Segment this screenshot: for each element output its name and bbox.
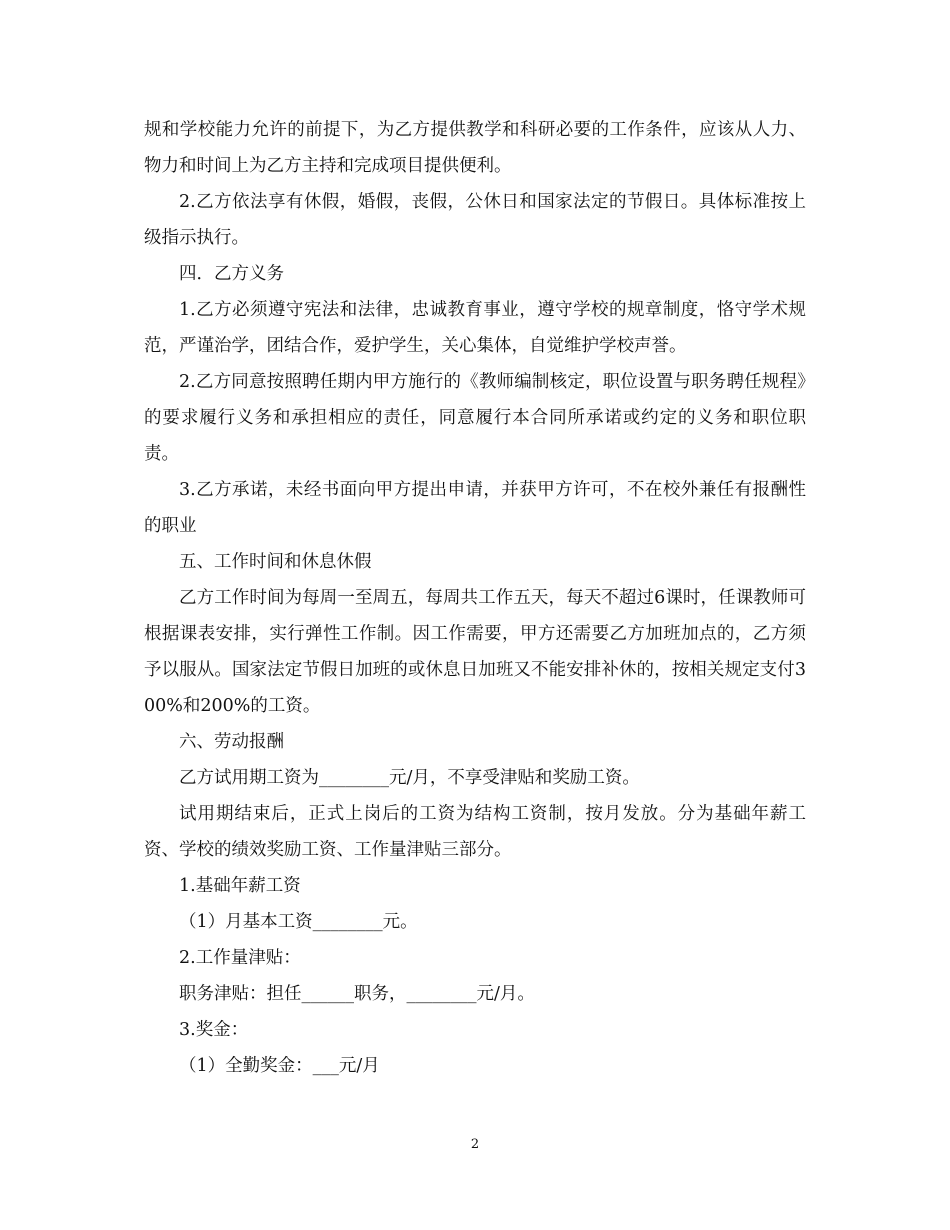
page-number: 2	[470, 1137, 480, 1152]
paragraph-leave-rights: 2.乙方依法享有休假，婚假，丧假，公休日和国家法定的节假日。具体标准按上级指示执行。	[144, 192, 806, 248]
item-attendance-bonus: （1）全勤奖金：___元/月	[179, 1056, 380, 1076]
section-heading-party-b-duties: 四．乙方义务	[179, 264, 284, 284]
item-bonus: 3.奖金：	[179, 1020, 249, 1040]
document-body	[144, 112, 806, 1084]
paragraph-working-conditions: 规和学校能力允许的前提下，为乙方提供教学和科研必要的工作条件，应该从人力、物力和时间上为乙方主持和完成项目提供便利。	[144, 120, 806, 176]
paragraph-working-hours: 乙方工作时间为每周一至周五，每周共工作五天，每天不超过6课时，任课教师可根据课表安排，实行弹性工作制。因工作需要，甲方还需要乙方加班加点的，乙方须予以服从。国家法定节假日加班的或休息日加班又不能安排补休的，按相关规定支付300%和200%的工资。	[144, 588, 806, 716]
paragraph-duty-3: 3.乙方承诺，未经书面向甲方提出申请，并获甲方许可，不在校外兼任有报酬性的职业	[144, 480, 806, 536]
paragraph-probation-salary: 乙方试用期工资为________元/月，不享受津贴和奖励工资。	[179, 768, 640, 788]
item-workload-allowance: 2.工作量津贴：	[179, 948, 301, 968]
item-monthly-base-pay: （1）月基本工资________元。	[179, 912, 418, 932]
paragraph-duty-2: 2.乙方同意按照聘任期内甲方施行的《教师编制核定，职位设置与职务聘任规程》的要求履行义务和承担相应的责任，同意履行本合同所承诺或约定的义务和职位职责。	[144, 372, 806, 464]
paragraph-salary-structure: 试用期结束后，正式上岗后的工资为结构工资制，按月发放。分为基础年薪工资、学校的绩效奖励工资、工作量津贴三部分。	[144, 804, 806, 860]
item-base-salary: 1.基础年薪工资	[179, 876, 301, 896]
section-heading-working-hours: 五、工作时间和休息休假	[179, 552, 372, 572]
paragraph-duty-1: 1.乙方必须遵守宪法和法律，忠诚教育事业，遵守学校的规章制度，恪守学术规范，严谨治学，团结合作，爱护学生，关心集体，自觉维护学校声誉。	[144, 300, 806, 356]
section-heading-remuneration: 六、劳动报酬	[179, 732, 284, 752]
item-position-allowance: 职务津贴：担任______职务，________元/月。	[179, 984, 535, 1004]
